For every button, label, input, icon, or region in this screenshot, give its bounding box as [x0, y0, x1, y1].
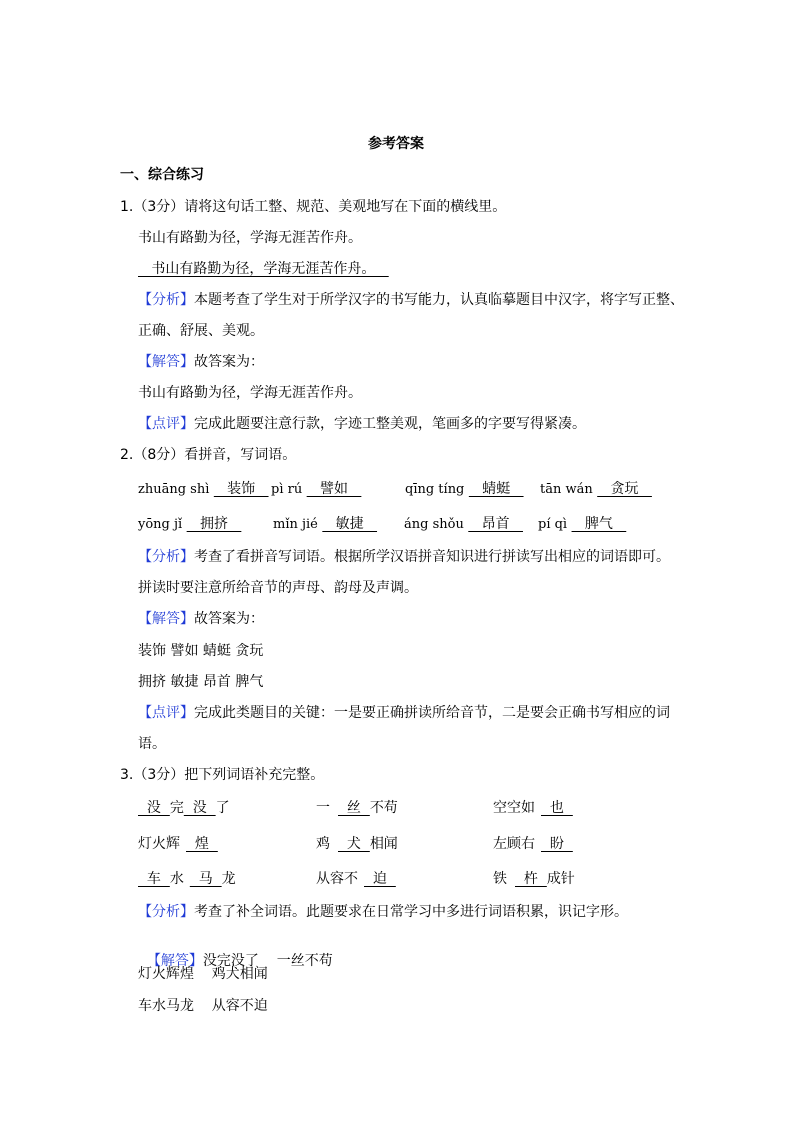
idiom-char: 左顾右 — [493, 836, 535, 852]
idiom-char: 完 — [169, 800, 184, 816]
pinyin-item — [405, 480, 524, 499]
idiom-char: 一 — [316, 800, 330, 816]
question-2-answer-line-2: 拥挤 敏捷 昂首 脾气 — [138, 674, 264, 690]
question-1-stem: 1.（3分）请将这句话工整、规范、美观地写在下面的横线里。 — [120, 199, 507, 215]
blank: 没 — [183, 800, 216, 816]
question-2-answer — [138, 610, 264, 628]
analysis-tag: 【分析】 — [138, 904, 194, 920]
answer-word: 敏捷 — [322, 516, 378, 532]
idiom-char: 灯火辉 — [138, 836, 180, 852]
comment-text: 完成此类题目的关键：一是要正确拼读所给音节，二是要会正确书写相应的词 — [194, 705, 670, 721]
section-heading: 一、综合练习 — [120, 167, 204, 183]
answer-word: 装饰 — [213, 481, 269, 497]
pinyin-item — [271, 480, 361, 499]
idiom-char: 成针 — [546, 871, 575, 887]
blank: 马 — [189, 871, 222, 887]
idiom-item — [316, 799, 398, 817]
comment-tag: 【点评】 — [138, 416, 194, 432]
idiom-char: 空空如 — [493, 800, 535, 816]
question-2-answer-line-1: 装饰 譬如 蜻蜓 贪玩 — [138, 643, 264, 659]
question-2-comment-cont: 语。 — [138, 736, 166, 752]
pinyin-item — [540, 480, 652, 499]
question-1-sentence: 书山有路勤为径，学海无涯苦作舟。 — [138, 230, 362, 246]
answer-word: 拥挤 — [186, 516, 242, 532]
idiom-item — [493, 835, 573, 853]
answer-tag: 【解答】 — [146, 953, 203, 969]
question-3-answer-line-2: 灯火辉煌 鸡犬相闻 — [138, 966, 268, 982]
page-title: 参考答案 — [368, 136, 424, 152]
idiom-char: 从容不 — [316, 871, 358, 887]
answer-word: 贪玩 — [597, 481, 652, 497]
analysis-text: 本题考查了学生对于所学汉字的书写能力，认真临摹题目中汉字，将字写正整、 — [194, 292, 684, 308]
answer-word: 蜻蜓 — [468, 481, 524, 497]
answer-word: 脾气 — [571, 516, 627, 532]
question-3-answer-line-3: 车水马龙 从容不迫 — [138, 998, 268, 1014]
pinyin-item — [538, 515, 626, 534]
pinyin-text: tān wán — [540, 482, 593, 497]
idiom-char: 不苟 — [369, 800, 398, 816]
idiom-char: 龙 — [221, 871, 236, 887]
pinyin-item — [404, 515, 523, 534]
pinyin-text: qīng tíng — [405, 482, 465, 497]
pinyin-text: áng shǒu — [404, 517, 464, 532]
question-1-comment — [138, 415, 586, 433]
idiom-item — [316, 835, 398, 853]
question-2-comment — [138, 704, 670, 722]
blank: 丝 — [338, 800, 370, 816]
question-1-analysis — [138, 291, 684, 309]
question-2-stem: 2.（8分）看拼音，写词语。 — [120, 447, 297, 463]
question-1-analysis-cont: 正确、舒展、美观。 — [138, 323, 264, 339]
idiom-char: 水 — [169, 871, 184, 887]
answer-tag: 【解答】 — [138, 611, 194, 627]
answer-text: 故答案为： — [194, 354, 264, 370]
idiom-item — [138, 835, 218, 853]
blank: 车 — [138, 871, 170, 887]
answer-text: 没完没了 一丝不苟 — [202, 953, 333, 969]
idiom-char: 相闻 — [369, 836, 398, 852]
question-3-stem: 3.（3分）把下列词语补充完整。 — [120, 767, 325, 783]
answer-text: 故答案为： — [194, 611, 264, 627]
question-1-answer-line: 书山有路勤为径，学海无涯苦作舟。 — [138, 261, 389, 277]
blank: 煌 — [186, 836, 218, 852]
blank: 迫 — [364, 871, 396, 887]
comment-text: 完成此题要注意行款，字迹工整美观，笔画多的字要写得紧凑。 — [194, 416, 586, 432]
question-3-analysis — [138, 903, 628, 921]
blank: 没 — [138, 800, 170, 816]
idiom-char: 鸡 — [316, 836, 330, 852]
analysis-tag: 【分析】 — [138, 549, 194, 565]
pinyin-text: yōng jǐ — [138, 517, 183, 532]
question-1-answer-value: 书山有路勤为径，学海无涯苦作舟。 — [138, 385, 362, 401]
idiom-item — [138, 799, 230, 817]
question-2-analysis-cont: 拼读时要注意所给音节的声母、韵母及声调。 — [138, 580, 418, 596]
answer-tag: 【解答】 — [138, 354, 194, 370]
pinyin-row-1 — [138, 480, 269, 499]
idiom-char: 铁 — [493, 871, 507, 887]
pinyin-item — [273, 515, 377, 534]
pinyin-text: pì rú — [271, 482, 303, 497]
pinyin-text: zhuāng shì — [138, 482, 210, 497]
idiom-char: 了 — [215, 800, 230, 816]
question-2-analysis — [138, 548, 670, 566]
analysis-tag: 【分析】 — [138, 292, 194, 308]
analysis-text: 考查了看拼音写词语。根据所学汉语拼音知识进行拼读写出相应的词语即可。 — [194, 549, 670, 565]
answer-word: 昂首 — [468, 516, 523, 532]
blank: 杵 — [515, 871, 547, 887]
idiom-item — [316, 870, 396, 888]
pinyin-text: mǐn jié — [273, 517, 318, 532]
analysis-text: 考查了补全词语。此题要求在日常学习中多进行词语积累，识记字形。 — [194, 904, 628, 920]
idiom-item — [493, 870, 575, 888]
blank: 也 — [541, 800, 573, 816]
question-1-answer — [138, 353, 264, 371]
answer-word: 譬如 — [306, 481, 362, 497]
blank: 犬 — [338, 836, 370, 852]
idiom-item — [493, 799, 573, 817]
comment-tag: 【点评】 — [138, 705, 194, 721]
idiom-item — [138, 870, 236, 888]
blank: 盼 — [541, 836, 573, 852]
pinyin-row-2 — [138, 515, 241, 534]
pinyin-text: pí qì — [538, 517, 568, 532]
